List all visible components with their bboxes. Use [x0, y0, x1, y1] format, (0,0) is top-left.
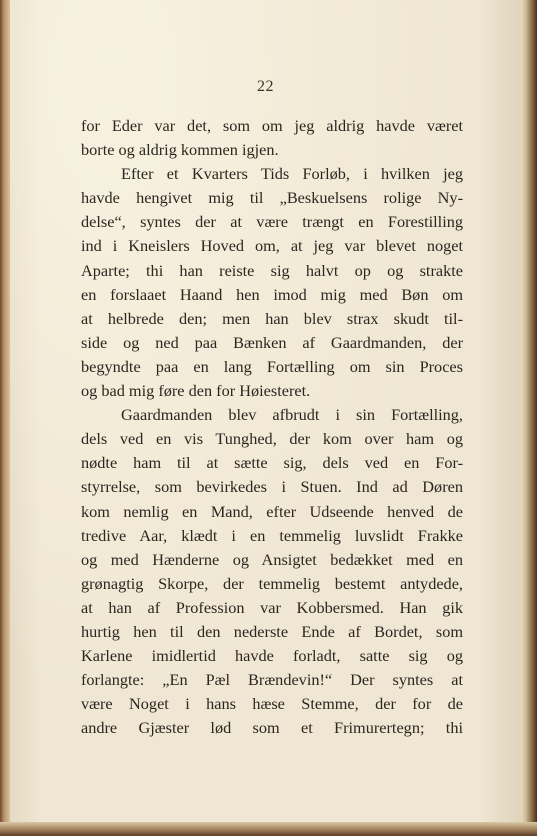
body-text: [81, 114, 463, 740]
text-line: borte og aldrig kommen igjen.: [81, 140, 279, 160]
book-cover-edge-right: [521, 0, 537, 836]
text-line: for Eder var det, som om jeg aldrig havde været: [81, 116, 463, 135]
text-line: Karlene imidlertid havde forladt, satte sig og: [81, 646, 463, 666]
text-line: andre Gjæster lød som et Frimurertegn; thi: [81, 718, 463, 738]
text-line: styrrelse, som bevirkedes i Stuen. Ind ad Døren: [81, 477, 463, 497]
text-line: Aparte; thi han reiste sig halvt op og strakte: [81, 260, 463, 280]
text-line: en forslaaet Haand hen imod mig med Bøn om: [81, 284, 463, 304]
text-line: forlangte: „En Pæl Brændevin!“ Der syntes at: [81, 670, 463, 690]
text-line: dels ved en vis Tunghed, der kom over ham og: [81, 429, 463, 449]
book-cover-edge-bottom: [0, 822, 537, 836]
text-line: hurtig hen til den nederste Ende af Bordet, som: [81, 621, 463, 641]
text-line: Gaardmanden blev afbrudt i sin Fortælling,: [121, 405, 463, 425]
text-line: kom nemlig en Mand, efter Udseende henved de: [81, 501, 463, 521]
text-line: ind i Kneislers Hoved om, at jeg var blevet noget: [81, 236, 463, 256]
text-line: nødte ham til at sætte sig, dels ved en For-: [81, 453, 463, 473]
text-line: og bad mig føre den for Høiesteret.: [81, 381, 311, 401]
book-cover-edge-left: [0, 0, 10, 836]
text-line: begyndte paa en lang Fortælling om sin Proces: [81, 356, 463, 376]
text-line: grønagtig Skorpe, der temmelig bestemt antydede,: [81, 573, 463, 593]
text-line: tredive Aar, klædt i en temmelig luvslidt Frakke: [81, 525, 463, 545]
text-line: at han af Profession var Kobbersmed. Han gik: [81, 597, 463, 617]
text-line: delse“, syntes der at være trængt en Forestilling: [81, 212, 463, 232]
page-number: 22: [257, 78, 274, 95]
text-line: være Noget i hans hæse Stemme, der for de: [81, 694, 463, 714]
text-line: og med Hænderne og Ansigtet bedækket med en: [81, 549, 463, 569]
text-line: Efter et Kvarters Tids Forløb, i hvilken jeg: [121, 164, 463, 184]
text-line: havde hengivet mig til „Beskuelsens rolige Ny-: [81, 188, 463, 208]
text-line: side og ned paa Bænken af Gaardmanden, der: [81, 332, 463, 352]
text-line: at helbrede den; men han blev strax skudt til-: [81, 308, 463, 328]
